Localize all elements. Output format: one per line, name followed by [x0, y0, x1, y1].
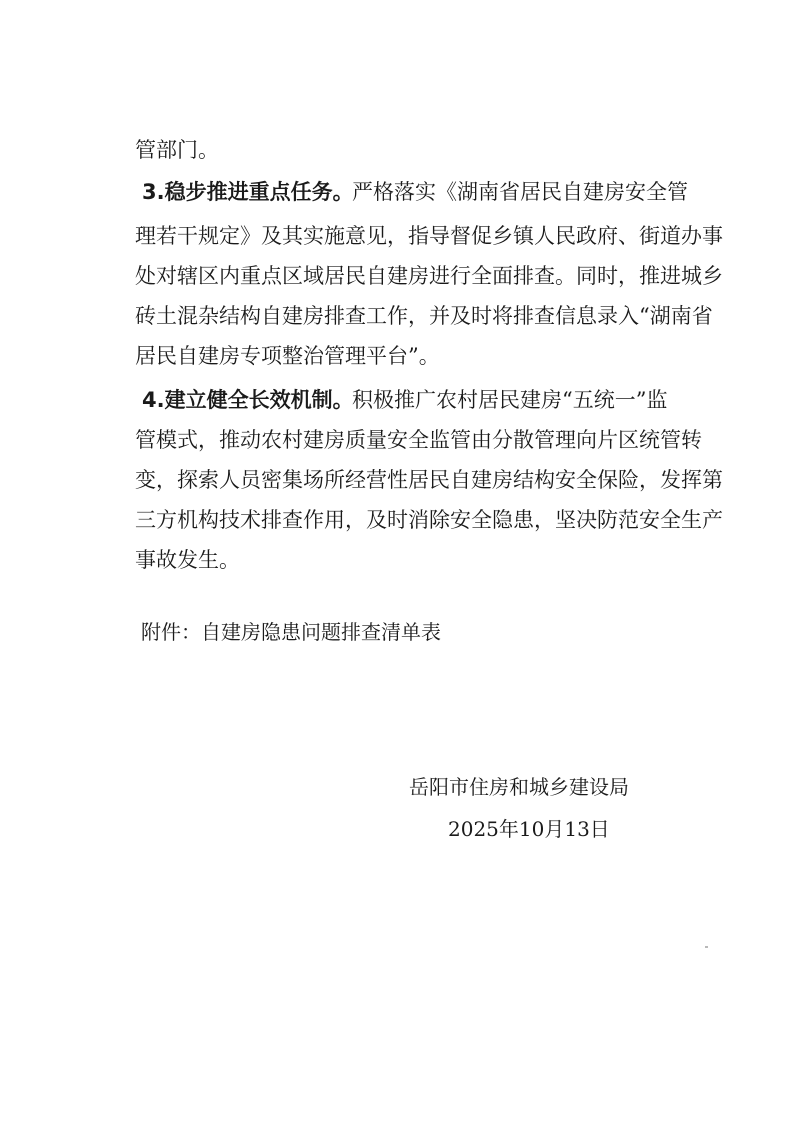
- item4-text: 积极推广农村居民建房“五统一”监: [352, 388, 668, 412]
- item3-line4: [0, 302, 793, 330]
- item3-heading: 3.稳步推进重点任务。: [142, 180, 354, 204]
- item3-text: 砖土混杂结构自建房排查工作，并及时将排查信息录入“湖南省: [135, 304, 713, 328]
- signature-date: 2025年10月13日: [448, 817, 610, 841]
- item4-line2: [0, 426, 793, 454]
- item3-text: 理若干规定》及其实施意见，指导督促乡镇人民政府、街道办事: [135, 224, 723, 248]
- item4-line3: [0, 466, 793, 494]
- attachment-line: 附件：自建房隐患问题排查清单表: [141, 620, 441, 644]
- item3-text: 居民自建房专项整治管理平台”。: [135, 344, 440, 368]
- scan-speck: [705, 946, 708, 948]
- item3-line2: [0, 222, 793, 250]
- item4-heading: 4.建立健全长效机制。: [142, 388, 354, 412]
- item4-line4: [0, 506, 793, 534]
- item4-line5: [0, 546, 793, 574]
- paragraph-text: 管部门。: [135, 138, 219, 162]
- item3-line1: [0, 178, 793, 206]
- item3-line3: [0, 262, 793, 290]
- item3-text: 处对辖区内重点区域居民自建房进行全面排查。同时，推进城乡: [135, 264, 723, 288]
- item4-text: 事故发生。: [135, 548, 240, 572]
- item4-text: 变，探索人员密集场所经营性居民自建房结构安全保险，发挥第: [135, 468, 723, 492]
- item3-text: 严格落实《湖南省居民自建房安全管: [352, 180, 688, 204]
- item4-line1: [0, 386, 793, 414]
- item4-text: 三方机构技术排查作用，及时消除安全隐患，坚决防范安全生产: [135, 508, 723, 532]
- item4-text: 管模式，推动农村建房质量安全监管由分散管理向片区统管转: [135, 428, 702, 452]
- signature-organization: 岳阳市住房和城乡建设局: [409, 775, 629, 799]
- item3-line5: [0, 342, 793, 370]
